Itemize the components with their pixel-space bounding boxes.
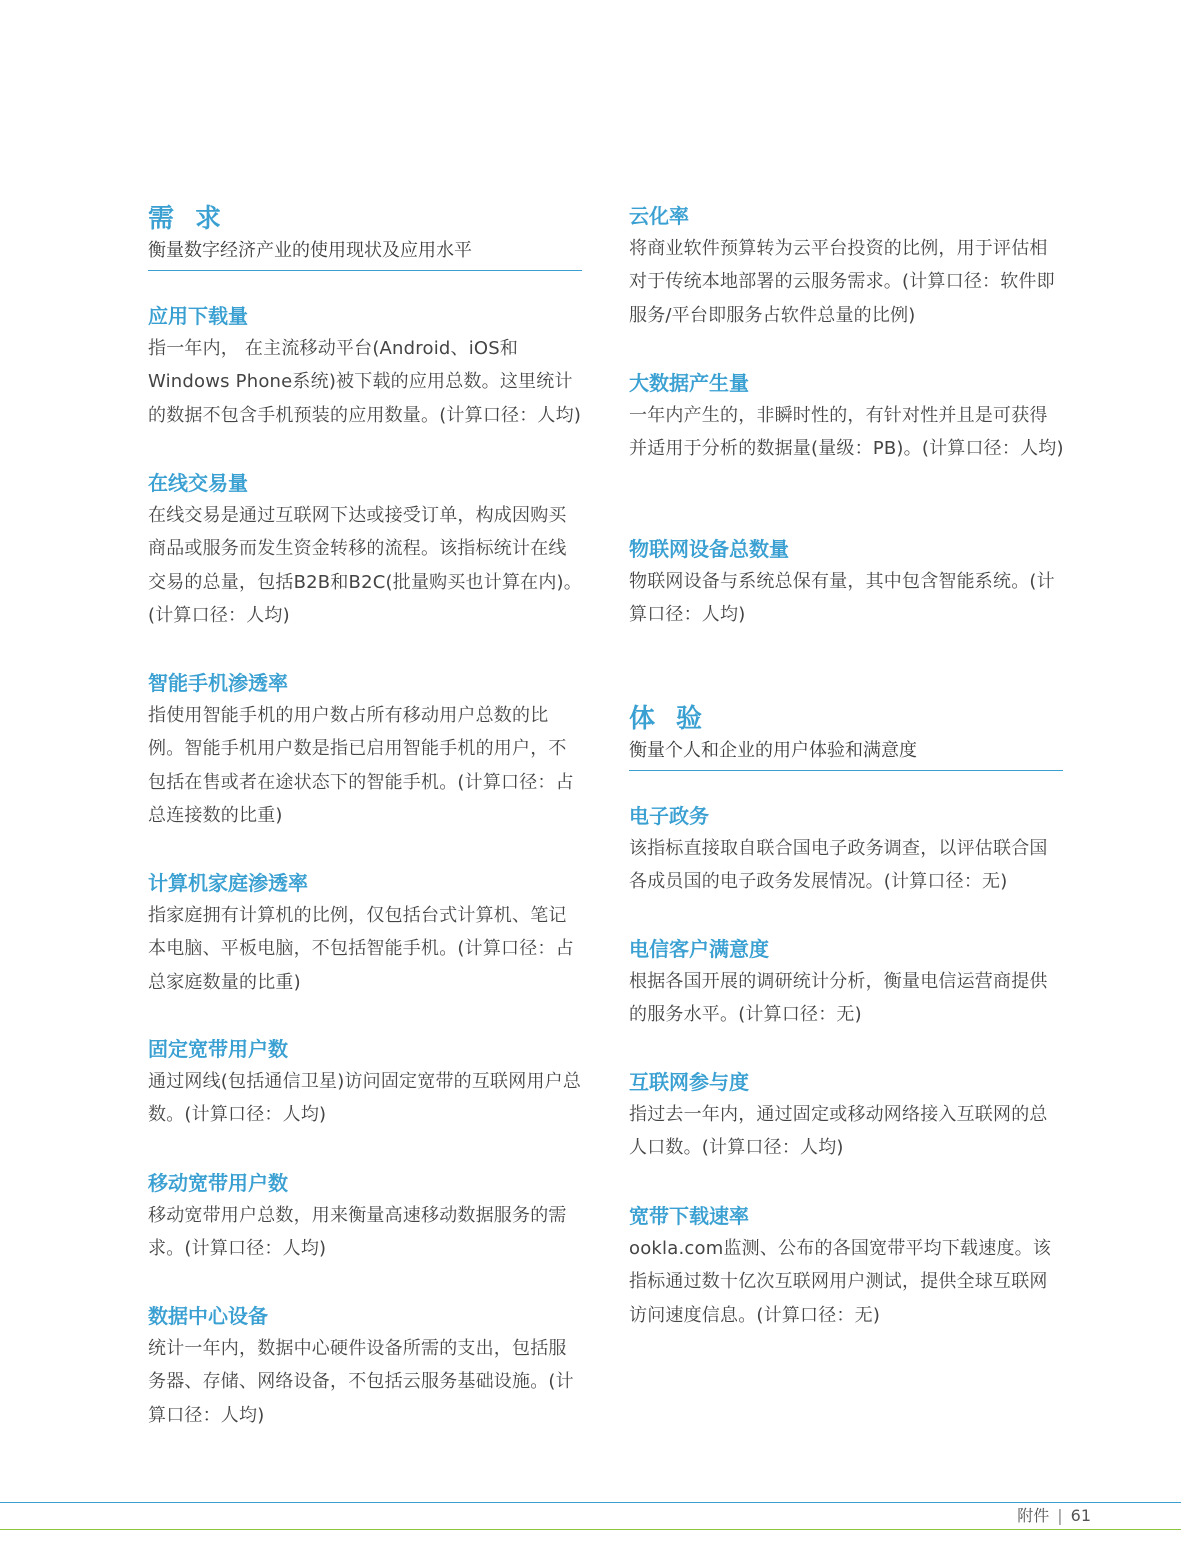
section-divider: [148, 270, 582, 271]
indicator-internet-participation: [629, 1068, 1065, 1165]
indicator-telecom-satisfaction: [629, 935, 1065, 1032]
footer-separator: |: [1057, 1506, 1063, 1525]
indicator-description: 移动宽带用户总数，用来衡量高速移动数据服务的需求。(计算口径：人均): [148, 1205, 567, 1260]
indicator-title: 电信客户满意度: [629, 937, 769, 961]
section-demand: [148, 202, 584, 271]
indicator-e-government: [629, 802, 1065, 899]
page-number: 61: [1070, 1506, 1091, 1525]
section-divider: [629, 770, 1063, 771]
indicator-iot-devices: [629, 535, 1065, 632]
section-title: 需 求: [148, 204, 228, 234]
indicator-title: 计算机家庭渗透率: [148, 871, 308, 895]
section-subtitle: 衡量数字经济产业的使用现状及应用水平: [148, 240, 472, 261]
indicator-description: 一年内产生的，非瞬时性的，有针对性并且是可获得并适用于分析的数据量(量级：PB)。(计算口径：人均): [629, 405, 1064, 460]
indicator-title: 固定宽带用户数: [148, 1037, 288, 1061]
indicator-description: 指使用智能手机的用户数占所有移动用户总数的比例。智能手机用户数是指已启用智能手机的用户，不包括在售或者在途状态下的智能手机。(计算口径：占总连接数的比重): [148, 705, 574, 826]
indicator-cloud-rate: [629, 202, 1065, 332]
indicator-mobile-broadband-users: [148, 1169, 584, 1266]
indicator-app-downloads: [148, 302, 584, 432]
indicator-title: 电子政务: [629, 804, 709, 828]
page-footer: [1017, 1504, 1091, 1528]
indicator-description: 在线交易是通过互联网下达或接受订单，构成因购买商品或服务而发生资金转移的流程。该指标统计在线交易的总量，包括B2B和B2C(批量购买也计算在内)。(计算口径：人均): [148, 505, 582, 626]
indicator-title: 移动宽带用户数: [148, 1171, 288, 1195]
indicator-description: 指过去一年内，通过固定或移动网络接入互联网的总人口数。(计算口径：人均): [629, 1104, 1048, 1159]
indicator-smartphone-penetration: [148, 669, 584, 832]
indicator-title: 智能手机渗透率: [148, 671, 288, 695]
indicator-title: 数据中心设备: [148, 1304, 268, 1328]
indicator-title: 应用下载量: [148, 304, 248, 328]
section-title: 体 验: [629, 704, 709, 734]
indicator-description: 物联网设备与系统总保有量，其中包含智能系统。(计算口径：人均): [629, 571, 1055, 626]
footer-rule-green: [0, 1529, 1181, 1530]
footer-rule-blue: [0, 1502, 1181, 1503]
indicator-description: 通过网线(包括通信卫星)访问固定宽带的互联网用户总数。(计算口径：人均): [148, 1071, 582, 1126]
indicator-description: 指家庭拥有计算机的比例，仅包括台式计算机、笔记本电脑、平板电脑，不包括智能手机。(计算口径：占总家庭数量的比重): [148, 905, 574, 993]
indicator-description: ookla.com监测、公布的各国宽带平均下载速度。该指标通过数十亿次互联网用户测试，提供全球互联网访问速度信息。(计算口径：无): [629, 1238, 1052, 1326]
indicator-title: 在线交易量: [148, 471, 248, 495]
footer-label: 附件: [1017, 1506, 1050, 1525]
indicator-title: 宽带下载速率: [629, 1204, 749, 1228]
indicator-computer-household-penetration: [148, 869, 584, 999]
indicator-online-transactions: [148, 469, 584, 632]
indicator-title: 云化率: [629, 204, 689, 228]
indicator-title: 互联网参与度: [629, 1070, 749, 1094]
indicator-description: 该指标直接取自联合国电子政务调查，以评估联合国各成员国的电子政务发展情况。(计算口径：无): [629, 838, 1048, 893]
indicator-broadband-download-speed: [629, 1202, 1065, 1332]
indicator-fixed-broadband-users: [148, 1035, 584, 1132]
indicator-description: 将商业软件预算转为云平台投资的比例，用于评估相对于传统本地部署的云服务需求。(计算口径：软件即服务/平台即服务占软件总量的比例): [629, 238, 1055, 326]
indicator-description: 指一年内， 在主流移动平台(Android、iOS和Windows Phone系统)被下载的应用总数。这里统计的数据不包含手机预装的应用数量。(计算口径：人均): [148, 338, 582, 426]
indicator-description: 根据各国开展的调研统计分析，衡量电信运营商提供的服务水平。(计算口径：无): [629, 971, 1048, 1026]
indicator-description: 统计一年内，数据中心硬件设备所需的支出，包括服务器、存储、网络设备，不包括云服务基础设施。(计算口径：人均): [148, 1338, 574, 1426]
indicator-title: 大数据产生量: [629, 371, 749, 395]
section-experience: [629, 702, 1065, 771]
indicator-big-data-volume: [629, 369, 1065, 466]
section-subtitle: 衡量个人和企业的用户体验和满意度: [629, 740, 917, 761]
indicator-title: 物联网设备总数量: [629, 537, 789, 561]
indicator-data-center-equipment: [148, 1302, 584, 1432]
